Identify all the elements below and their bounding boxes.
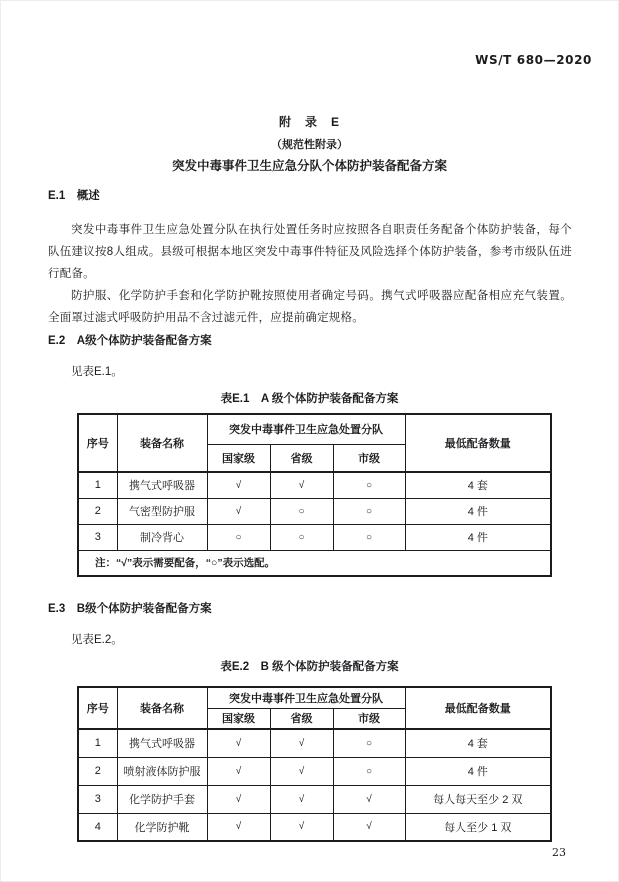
column-header-provincial: 省级 <box>270 708 333 729</box>
min-quantity-cell: 4 件 <box>405 498 551 524</box>
municipal-level-cell: √ <box>333 813 405 841</box>
municipal-level-cell: √ <box>333 785 405 813</box>
equipment-name-cell: 喷射液体防护服 <box>117 757 207 785</box>
appendix-label: 附 录 E <box>278 115 340 129</box>
national-level-cell: √ <box>207 498 270 524</box>
table-e2-caption: 表E.2 B 级个体防护装备配备方案 <box>220 661 399 673</box>
min-quantity-cell: 4 件 <box>405 524 551 550</box>
column-header-municipal: 市级 <box>333 708 405 729</box>
column-header-name: 装备名称 <box>117 414 207 472</box>
min-quantity-cell: 每人每天至少 2 双 <box>405 785 551 813</box>
equipment-name-cell: 化学防护手套 <box>117 785 207 813</box>
equipment-name-cell: 化学防护靴 <box>117 813 207 841</box>
table-row <box>78 757 551 785</box>
municipal-level-cell: ○ <box>333 498 405 524</box>
column-header-national: 国家级 <box>207 444 270 472</box>
table-note-row <box>78 550 551 576</box>
table-row <box>78 813 551 841</box>
table-row <box>78 729 551 757</box>
national-level-cell: ○ <box>207 524 270 550</box>
min-quantity-cell: 4 件 <box>405 757 551 785</box>
see-table-e1-text: 见表E.1。 <box>71 366 123 378</box>
column-header-no: 序号 <box>78 687 117 729</box>
appendix-title-block <box>1 113 618 174</box>
column-header-group: 突发中毒事件卫生应急处置分队 <box>207 687 405 708</box>
municipal-level-cell: ○ <box>333 472 405 498</box>
national-level-cell: √ <box>207 472 270 498</box>
section-heading-e2: E.2 A级个体防护装备配备方案 <box>48 335 212 347</box>
page-number: 23 <box>552 846 566 859</box>
provincial-level-cell: √ <box>270 472 333 498</box>
min-quantity-cell: 每人至少 1 双 <box>405 813 551 841</box>
equipment-name-cell: 制冷背心 <box>117 524 207 550</box>
column-header-provincial: 省级 <box>270 444 333 472</box>
provincial-level-cell: √ <box>270 757 333 785</box>
table-e1-caption: 表E.1 A 级个体防护装备配备方案 <box>220 393 399 405</box>
table-note: 注：“√”表示需要配备，“○”表示选配。 <box>78 550 551 576</box>
appendix-title: 突发中毒事件卫生应急分队个体防护装备配备方案 <box>171 159 447 173</box>
national-level-cell: √ <box>207 729 270 757</box>
overview-paragraph-1: 突发中毒事件卫生应急处置分队在执行处置任务时应按照各自职责任务配备个体防护装备，每个队伍建议按8人组成。县级可根据本地区突发中毒事件特征及风险选择个体防护装备，参考市级队伍进行配备。 <box>48 224 572 280</box>
column-header-group: 突发中毒事件卫生应急处置分队 <box>207 414 405 444</box>
standard-code: WS/T 680—2020 <box>475 53 592 67</box>
column-header-min: 最低配备数量 <box>405 687 551 729</box>
appendix-kind: （规范性附录） <box>271 139 348 151</box>
table-header-row <box>78 687 551 708</box>
overview-paragraph-2: 防护服、化学防护手套和化学防护靴按照使用者确定号码。携气式呼吸器应配备相应充气装置。全面罩过滤式呼吸防护用品不含过滤元件，应提前确定规格。 <box>48 290 572 324</box>
row-number-cell: 2 <box>78 757 117 785</box>
provincial-level-cell: √ <box>270 813 333 841</box>
row-number-cell: 4 <box>78 813 117 841</box>
provincial-level-cell: √ <box>270 729 333 757</box>
min-quantity-cell: 4 套 <box>405 729 551 757</box>
provincial-level-cell: ○ <box>270 498 333 524</box>
section-heading-e3: E.3 B级个体防护装备配备方案 <box>48 603 212 615</box>
min-quantity-cell: 4 套 <box>405 472 551 498</box>
national-level-cell: √ <box>207 813 270 841</box>
column-header-national: 国家级 <box>207 708 270 729</box>
provincial-level-cell: √ <box>270 785 333 813</box>
equipment-name-cell: 气密型防护服 <box>117 498 207 524</box>
equipment-name-cell: 携气式呼吸器 <box>117 472 207 498</box>
municipal-level-cell: ○ <box>333 729 405 757</box>
municipal-level-cell: ○ <box>333 524 405 550</box>
table-row <box>78 498 551 524</box>
table-e1 <box>77 413 552 577</box>
overview-paragraphs <box>48 219 572 329</box>
table-row <box>78 785 551 813</box>
table-row <box>78 524 551 550</box>
see-table-e2-text: 见表E.2。 <box>71 634 123 646</box>
municipal-level-cell: ○ <box>333 757 405 785</box>
row-number-cell: 1 <box>78 472 117 498</box>
section-heading-e1: E.1 概述 <box>48 190 100 202</box>
provincial-level-cell: ○ <box>270 524 333 550</box>
national-level-cell: √ <box>207 757 270 785</box>
column-header-no: 序号 <box>78 414 117 472</box>
row-number-cell: 3 <box>78 524 117 550</box>
row-number-cell: 2 <box>78 498 117 524</box>
table-e2 <box>77 686 552 842</box>
row-number-cell: 1 <box>78 729 117 757</box>
column-header-name: 装备名称 <box>117 687 207 729</box>
column-header-municipal: 市级 <box>333 444 405 472</box>
row-number-cell: 3 <box>78 785 117 813</box>
table-row <box>78 472 551 498</box>
equipment-name-cell: 携气式呼吸器 <box>117 729 207 757</box>
column-header-min: 最低配备数量 <box>405 414 551 472</box>
table-header-row <box>78 414 551 444</box>
national-level-cell: √ <box>207 785 270 813</box>
